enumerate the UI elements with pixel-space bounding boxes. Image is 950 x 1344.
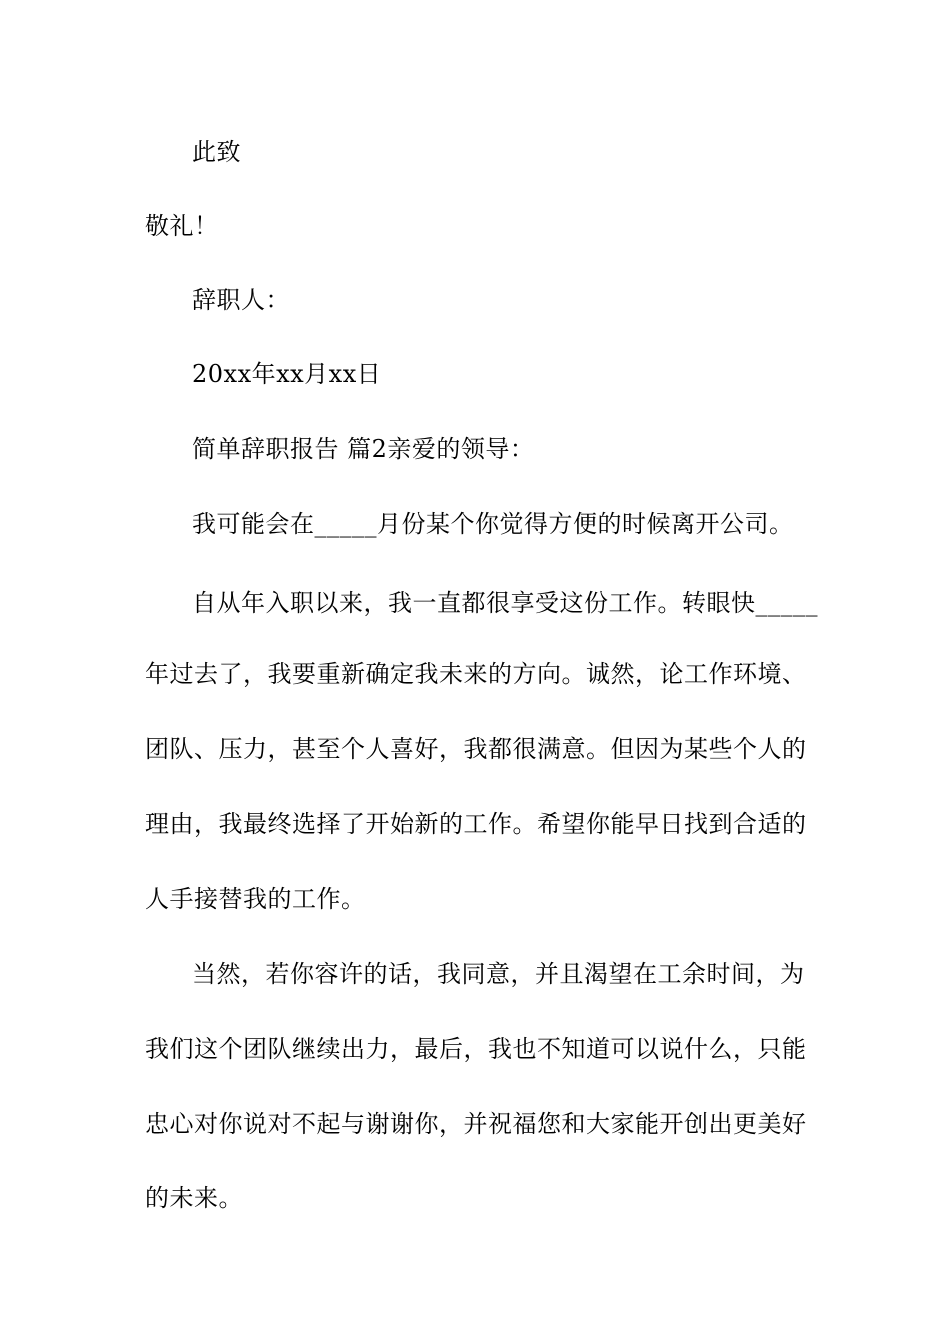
paragraph-line: 我可能会在_____月份某个你觉得方便的时候离开公司。 — [192, 510, 794, 538]
paragraph-line: 当然，若你容许的话，我同意，并且渴望在工余时间，为 — [192, 960, 805, 988]
paragraph-line: 自从年入职以来，我一直都很享受这份工作。转眼快_____ — [192, 589, 818, 617]
paragraph-line: 团队、压力，甚至个人喜好，我都很满意。但因为某些个人的 — [145, 735, 807, 763]
date-line: 20xx年xx月xx日 — [192, 360, 382, 388]
closing-regards: 敬礼！ — [145, 212, 219, 240]
paragraph-line: 年过去了，我要重新确定我未来的方向。诚然，论工作环境、 — [145, 660, 807, 688]
paragraph-line: 人手接替我的工作。 — [145, 885, 366, 913]
section-title-greeting: 简单辞职报告 篇2亲爱的领导： — [192, 435, 535, 463]
paragraph-line: 的未来。 — [145, 1184, 243, 1212]
paragraph-line: 忠心对你说对不起与谢谢你，并祝福您和大家能开创出更美好 — [145, 1110, 807, 1138]
closing-salutation: 此致 — [192, 138, 241, 166]
paragraph-line: 我们这个团队继续出力，最后，我也不知道可以说什么，只能 — [145, 1035, 807, 1063]
paragraph-line: 理由，我最终选择了开始新的工作。希望你能早日找到合适的 — [145, 810, 807, 838]
signer-label: 辞职人： — [192, 286, 290, 314]
